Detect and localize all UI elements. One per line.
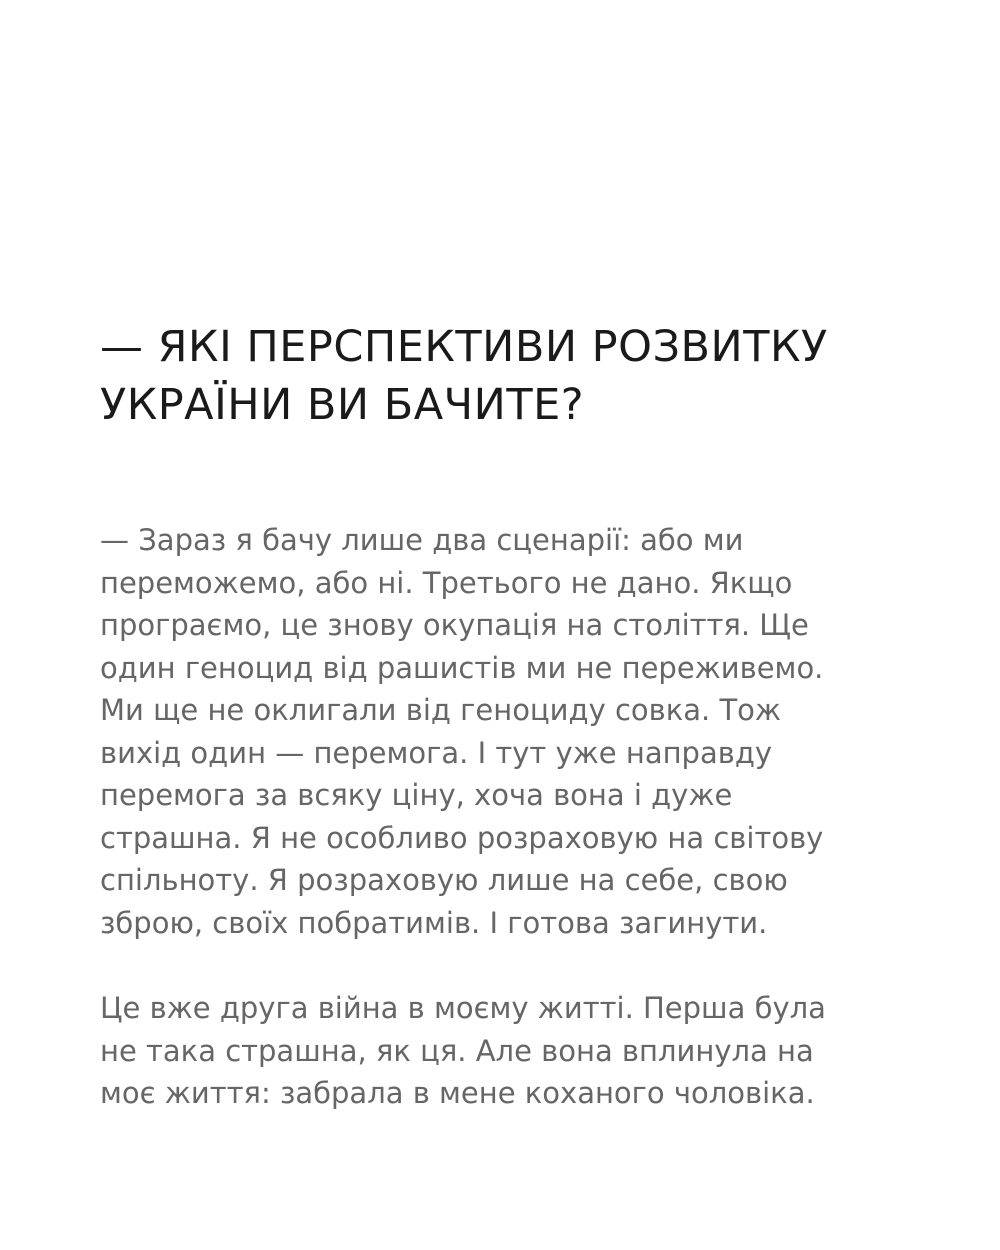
paragraph-line: Це вже друга війна в моєму житті. Перша була	[100, 991, 826, 1025]
paragraph-line: вихід один — перемога. І тут уже направду	[100, 735, 773, 770]
paragraph-line: — Зараз я бачу лише два сценарії: або ми	[100, 523, 744, 557]
paragraph-line: зброю, своїх побратимів. І готова загинути.	[100, 905, 768, 940]
paragraph-line: спільноту. Я розраховую лише на себе, свою	[100, 863, 788, 897]
paragraph-line: один геноцид від рашистів ми не переживемо.	[100, 650, 824, 685]
paragraph-line: не така страшна, як ця. Але вона вплинула на	[100, 1033, 814, 1068]
paragraph-line: програємо, це знову окупація на століття. Ще	[100, 608, 809, 642]
paragraph-line: страшна. Я не особливо розраховую на світову	[100, 820, 824, 855]
answer-paragraph	[100, 519, 960, 944]
paragraph-line: переможемо, або ні. Третього не дано. Якщо	[100, 565, 793, 600]
paragraph-line: Ми ще не оклигали від геноциду совка. Тож	[100, 693, 782, 727]
paragraph-line: моє життя: забрала в мене коханого чоловіка.	[100, 1076, 815, 1110]
heading-line: — ЯКІ ПЕРСПЕКТИВИ РОЗВИТКУ	[100, 322, 828, 372]
question-heading	[100, 318, 940, 434]
paragraph-line: перемога за всяку ціну, хоча вона і дуже	[100, 778, 733, 812]
heading-line: УКРАЇНИ ВИ БАЧИТЕ?	[100, 380, 585, 430]
second-paragraph	[100, 987, 960, 1115]
